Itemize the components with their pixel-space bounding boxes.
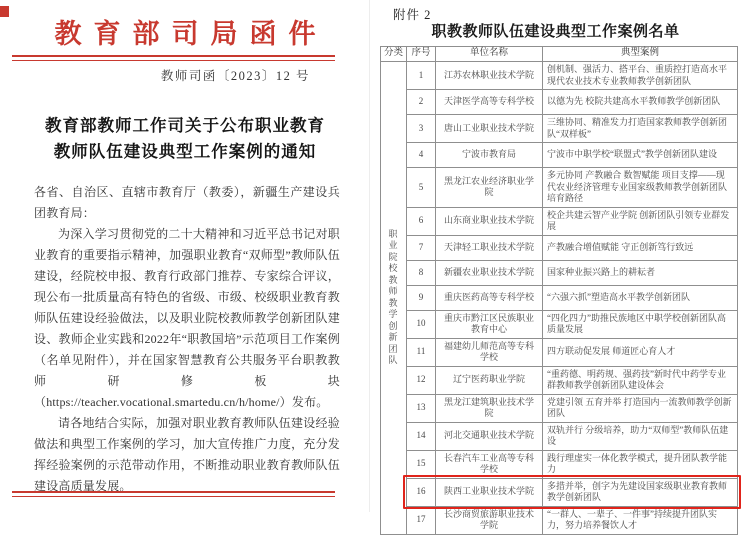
table-header-row <box>381 47 738 62</box>
org-name-cell: 重庆医药高等专科学校 <box>436 285 543 310</box>
case-desc-cell: 践行理虚实一体化教学模式，提升团队教学能力 <box>543 450 738 478</box>
case-desc-cell: 宁波市中职学校“联盟式”教学创新团队建设 <box>543 143 738 168</box>
org-name-cell: 黑龙江建筑职业技术学院 <box>436 394 543 422</box>
case-desc-cell: 四方联动促发展 师道匠心育人才 <box>543 338 738 366</box>
case-desc-cell: 产教融合增值赋能 守正创新笃行致远 <box>543 235 738 260</box>
salutation: 各省、自治区、直辖市教育厅（教委），新疆生产建设兵团教育局： <box>34 185 340 220</box>
paragraph-1: 为深入学习贯彻党的二十大精神和习近平总书记对职业教育的重要指示精神，加强职业教育“双师型”教师队伍建设，经院校申报、教育行政部门推荐、专家综合评议，现公布一批质量高有特色的省级、市级、校级职业教育教师队伍建设经验做法，以及职业院校教师教学创新团队建设、教师企业实践和2022年“职教国培”示范项目工作案例（名单见附件），并在国家智慧教育公共服务平台职教教师研修板块（https://teacher.vocational.smartedu.cn/h/home/）发布。 <box>34 227 340 409</box>
org-name-cell: 江苏农林职业技术学院 <box>436 62 543 90</box>
attachment-label: 附件 2 <box>393 8 432 22</box>
case-table-row <box>381 478 738 506</box>
category-cell: 职业院校教师教学创新团队 <box>381 62 407 535</box>
case-table-row <box>381 143 738 168</box>
case-table-row <box>381 62 738 90</box>
case-table-row <box>381 310 738 338</box>
org-name-cell: 山东商业职业技术学院 <box>436 207 543 235</box>
org-name-cell: 唐山工业职业技术学院 <box>436 115 543 143</box>
case-table-body <box>381 62 738 535</box>
org-name-cell: 黑龙江农业经济职业学院 <box>436 168 543 208</box>
case-table-row <box>381 394 738 422</box>
document-number: 教师司函〔2023〕12 号 <box>160 69 310 83</box>
case-table-row <box>381 338 738 366</box>
header-case: 典型案例 <box>543 47 738 62</box>
case-table-row <box>381 285 738 310</box>
notice-title-line1: 教育部教师工作司关于公布职业教育 <box>45 117 325 135</box>
case-desc-cell: 国家种业振兴路上的耕耘者 <box>543 260 738 285</box>
case-table <box>380 46 738 535</box>
case-desc-cell: 多元协同 产教融合 数智赋能 项目支撑——现代农业经济管理专业国家级教师教学创新团队培育路径 <box>543 168 738 208</box>
letter-body <box>34 182 340 497</box>
case-desc-cell: 创机制、强活力、搭平台、重质控打造高水平现代农业技术专业教师教学创新团队 <box>543 62 738 90</box>
org-name-cell: 长沙商贸旅游职业技术学院 <box>436 506 543 534</box>
case-table-row <box>381 422 738 450</box>
case-desc-cell: 以德为先 校院共建高水平教师教学创新团队 <box>543 90 738 115</box>
row-number-cell: 1 <box>407 62 436 90</box>
row-number-cell: 4 <box>407 143 436 168</box>
header-category: 分类 <box>381 47 407 62</box>
org-name-cell: 新疆农业职业技术学院 <box>436 260 543 285</box>
row-number-cell: 16 <box>407 478 436 506</box>
case-table-row <box>381 90 738 115</box>
case-desc-cell: 双轨并行 分级培养，助力“双师型”教师队伍建设 <box>543 422 738 450</box>
case-table-row <box>381 115 738 143</box>
case-desc-cell: 党建引领 五育并举 打造国内一流教师教学创新团队 <box>543 394 738 422</box>
row-number-cell: 8 <box>407 260 436 285</box>
notice-title <box>0 113 370 165</box>
case-desc-cell: 多措并举，创字为先建设国家级职业教育教师教学创新团队 <box>543 478 738 506</box>
attachment-page <box>370 0 741 530</box>
case-table-row <box>381 235 738 260</box>
org-name-cell: 河北交通职业技术学院 <box>436 422 543 450</box>
org-name-cell: 宁波市教育局 <box>436 143 543 168</box>
org-name-cell: 天津医学高等专科学校 <box>436 90 543 115</box>
case-desc-cell: “四化四力”助推民族地区中职学校创新团队高质量发展 <box>543 310 738 338</box>
case-table-row <box>381 260 738 285</box>
paragraph-2: 请各地结合实际，加强对职业教育教师队伍建设经验做法和典型工作案例的学习，加大宣传推广力度，充分发挥经验案例的示范带动作用，不断推动职业教育教师队伍建设高质量发展。 <box>34 416 340 493</box>
letter-footer-divider <box>12 491 335 497</box>
row-number-cell: 13 <box>407 394 436 422</box>
org-name-cell: 陕西工业职业技术学院 <box>436 478 543 506</box>
case-table-row <box>381 506 738 534</box>
notice-title-line2: 教师队伍建设典型工作案例的通知 <box>53 143 317 161</box>
org-name-cell: 重庆市黔江区民族职业教育中心 <box>436 310 543 338</box>
case-desc-cell: “重药德、明药规、强药技”新时代中药学专业群教师教学创新团队建设体会 <box>543 366 738 394</box>
row-number-cell: 3 <box>407 115 436 143</box>
row-number-cell: 15 <box>407 450 436 478</box>
case-table-row <box>381 168 738 208</box>
row-number-cell: 10 <box>407 310 436 338</box>
row-number-cell: 6 <box>407 207 436 235</box>
table-title: 职教教师队伍建设典型工作案例名单 <box>431 23 680 40</box>
row-number-cell: 11 <box>407 338 436 366</box>
header-org: 单位名称 <box>436 47 543 62</box>
header-no: 序号 <box>407 47 436 62</box>
letterhead-title: 教育部司局函件 <box>54 19 328 49</box>
row-number-cell: 5 <box>407 168 436 208</box>
org-name-cell: 福建幼儿师范高等专科学校 <box>436 338 543 366</box>
case-table-row <box>381 207 738 235</box>
case-desc-cell: “六强六抓”塑造高水平教学创新团队 <box>543 285 738 310</box>
row-number-cell: 12 <box>407 366 436 394</box>
org-name-cell: 辽宁医药职业学院 <box>436 366 543 394</box>
row-number-cell: 7 <box>407 235 436 260</box>
org-name-cell: 长春汽车工业高等专科学校 <box>436 450 543 478</box>
row-number-cell: 2 <box>407 90 436 115</box>
case-desc-cell: “一群人、一辈子、一件事”持续提升团队实力，努力培养餐饮人才 <box>543 506 738 534</box>
row-number-cell: 14 <box>407 422 436 450</box>
row-number-cell: 17 <box>407 506 436 534</box>
case-table-row <box>381 450 738 478</box>
row-number-cell: 9 <box>407 285 436 310</box>
case-table-row <box>381 366 738 394</box>
case-desc-cell: 三维协同、精准发力打造国家教师教学创新团队“双样板” <box>543 115 738 143</box>
letterhead-divider <box>12 55 335 61</box>
org-name-cell: 天津轻工职业技术学院 <box>436 235 543 260</box>
ministry-letter-page <box>0 0 370 512</box>
case-desc-cell: 校企共建云智产业学院 创新团队引领专业群发展 <box>543 207 738 235</box>
